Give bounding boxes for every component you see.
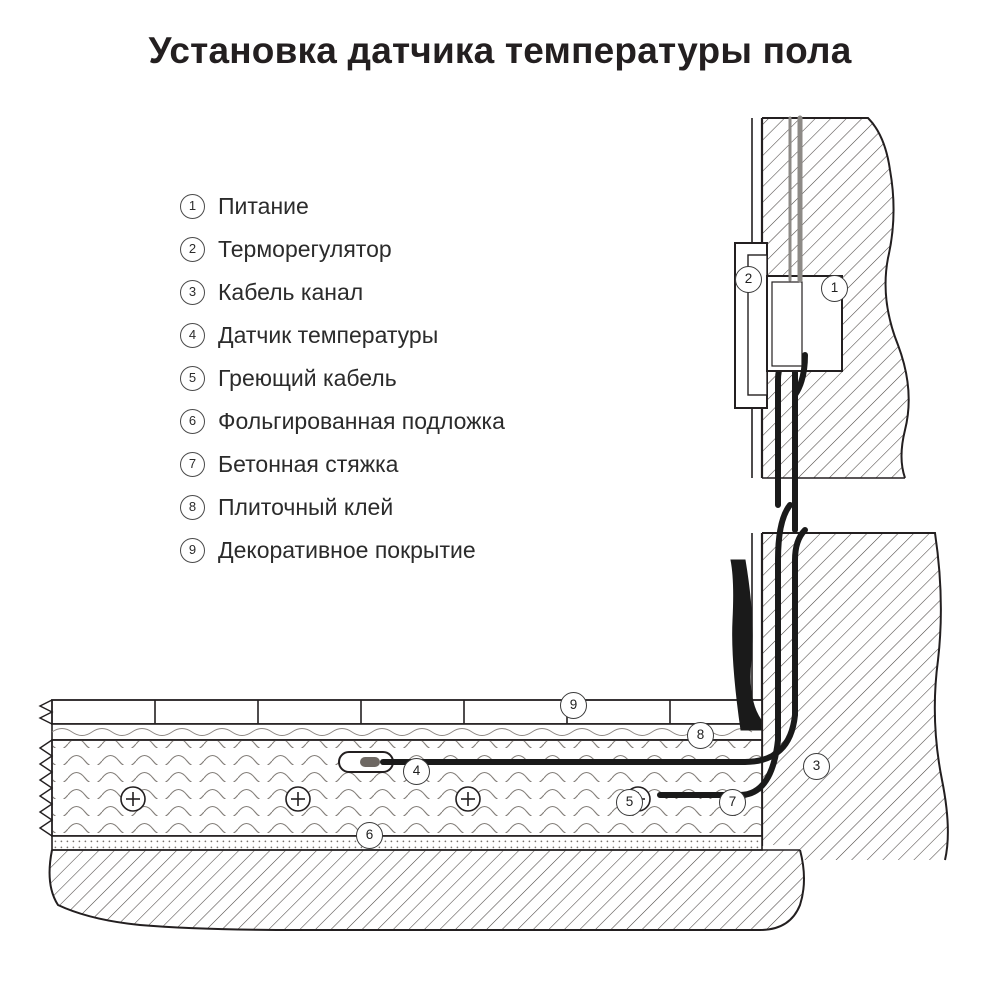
callout-tile-adhesive: 8: [687, 722, 714, 749]
legend-badge-7: 7: [180, 452, 205, 477]
callout-power: 1: [821, 275, 848, 302]
sub-floor-layer: [50, 850, 804, 930]
page-title: Установка датчика температуры пола: [148, 30, 852, 71]
legend-label-1: Питание: [218, 193, 309, 219]
callout-heating-cable: 5: [616, 789, 643, 816]
legend-item-9: [180, 529, 650, 572]
legend-label-4: Датчик температуры: [218, 322, 439, 348]
legend-label-3: Кабель канал: [218, 279, 364, 305]
legend-item-2: [180, 228, 650, 271]
legend-badge-3: 3: [180, 280, 205, 305]
legend-item-7: [180, 443, 650, 486]
legend-list: [180, 185, 650, 572]
legend-badge-5: 5: [180, 366, 205, 391]
callout-decorative-covering: 9: [560, 692, 587, 719]
legend-item-1: [180, 185, 650, 228]
legend-item-6: [180, 400, 650, 443]
legend-label-8: Плиточный клей: [218, 494, 394, 520]
callout-cable-channel: 3: [803, 753, 830, 780]
decorative-covering-layer: [40, 700, 762, 724]
legend-label-6: Фольгированная подложка: [218, 408, 505, 434]
legend-badge-6: 6: [180, 409, 205, 434]
legend-badge-1: 1: [180, 194, 205, 219]
wall-lower: [752, 533, 948, 860]
legend-item-8: [180, 486, 650, 529]
legend-badge-9: 9: [180, 538, 205, 563]
callout-foil-underlay: 6: [356, 822, 383, 849]
legend-item-3: [180, 271, 650, 314]
foil-underlay-layer: [52, 836, 762, 850]
callout-temperature-sensor: 4: [403, 758, 430, 785]
legend-item-4: [180, 314, 650, 357]
legend-badge-2: 2: [180, 237, 205, 262]
legend-label-2: Терморегулятор: [218, 236, 392, 262]
callout-concrete-screed: 7: [719, 789, 746, 816]
legend-badge-4: 4: [180, 323, 205, 348]
tile-adhesive-layer: [52, 724, 762, 740]
legend-item-5: [180, 357, 650, 400]
legend-label-7: Бетонная стяжка: [218, 451, 399, 477]
legend-badge-8: 8: [180, 495, 205, 520]
legend-label-9: Декоративное покрытие: [218, 537, 476, 563]
legend-label-5: Греющий кабель: [218, 365, 397, 391]
callout-thermostat: 2: [735, 266, 762, 293]
concrete-screed-layer: [40, 740, 762, 836]
